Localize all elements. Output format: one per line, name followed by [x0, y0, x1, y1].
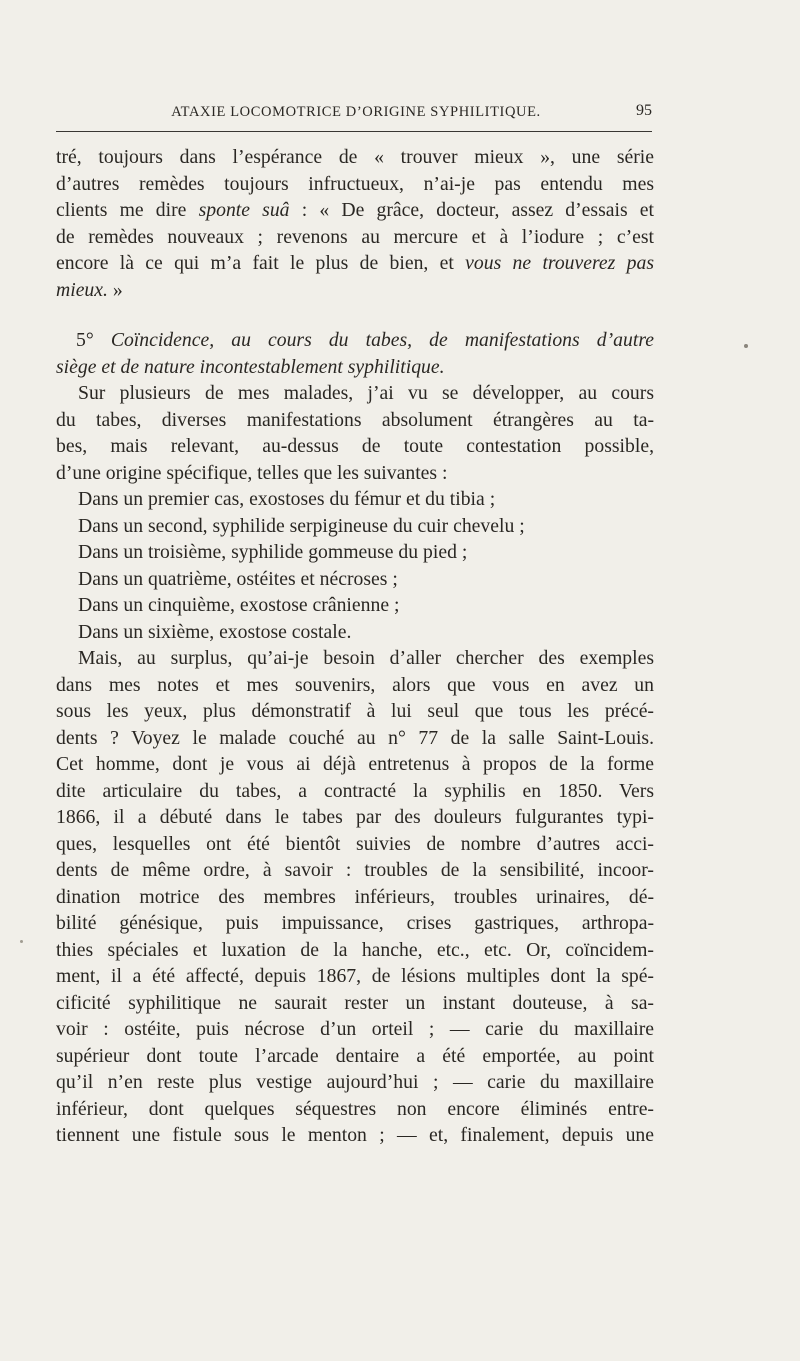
text-line: dents de même ordre, à savoir : troubles de la sensibilité, incoor- [56, 859, 654, 881]
italic-phrase: sponte suâ [198, 199, 290, 221]
text-line: thies spéciales et luxation de la hanche, etc., etc. Or, coïncidem- [56, 938, 654, 961]
case-list-item: Dans un sixième, exostose costale. [78, 620, 352, 643]
text-line: d’une origine spécifique, telles que les suivantes : [56, 461, 448, 484]
text-line: d’autres remèdes toujours infructueux, n’ai-je pas entendu mes [56, 172, 654, 195]
text-line: cificité syphilitique ne saurait rester un instant douteuse, à sa- [56, 991, 654, 1014]
paragraph-gap [56, 303, 654, 327]
text-run: » [107, 278, 123, 301]
italic-phrase: vous ne trouverez pas [465, 252, 654, 274]
section-title: Coïncidence, au cours du tabes, de manifestations d’autre [110, 329, 654, 351]
text-line: bilité génésique, puis impuissance, crises gastriques, arthropa- [56, 912, 654, 934]
case-list-item: Dans un troisième, syphilide gommeuse du pied ; [78, 541, 468, 563]
page-number: 95 [636, 102, 652, 119]
text-run: : « De grâce, docteur, assez d’essais et [289, 199, 654, 221]
margin-speck [744, 344, 748, 348]
section-number: 5° [76, 329, 94, 351]
italic-phrase: mieux. [56, 278, 108, 301]
body-text [56, 144, 654, 1149]
text-line: dination motrice des membres inférieurs, troubles urinaires, dé- [56, 885, 654, 908]
text-line: dite articulaire du tabes, a contracté la syphilis en 1850. Vers [56, 779, 654, 802]
case-list-item: Dans un second, syphilide serpigineuse du cuir chevelu ; [78, 514, 525, 537]
margin-speck [20, 940, 23, 943]
text-line: Sur plusieurs de mes malades, j’ai vu se développer, au cours [78, 382, 654, 404]
page-header [56, 98, 656, 124]
text-line: Mais, au surplus, qu’ai-je besoin d’aller chercher des exemples [78, 647, 654, 669]
text-line [56, 197, 654, 224]
text-run: encore là ce qui m’a fait le plus de bien, et [56, 252, 466, 274]
section-title-continued: siège et de nature incontestablement syphilitique. [56, 355, 445, 378]
text-line: tré, toujours dans l’espérance de « trouver mieux », une série [56, 146, 654, 168]
text-line [56, 277, 654, 304]
text-line: 1866, il a débuté dans le tabes par des douleurs fulgurantes typi- [56, 806, 654, 828]
text-line: qu’il n’en reste plus vestige aujourd’hui ; — carie du maxillaire [56, 1071, 654, 1093]
running-title: ATAXIE LOCOMOTRICE D’ORIGINE SYPHILITIQUE. [171, 104, 541, 120]
text-line: Cet homme, dont je vous ai déjà entretenus à propos de la forme [56, 753, 654, 775]
text-line: dans mes notes et mes souvenirs, alors que vous en avez un [56, 673, 654, 696]
case-list-item: Dans un premier cas, exostoses du fémur et du tibia ; [78, 488, 496, 510]
text-line: ques, lesquelles ont été bientôt suivies de nombre d’autres acci- [56, 832, 654, 855]
text-line [56, 250, 654, 277]
text-line: du tabes, diverses manifestations absolument étrangères au ta- [56, 408, 654, 431]
text-line: supérieur dont toute l’arcade dentaire a été emportée, au point [56, 1044, 654, 1067]
case-list-item: Dans un quatrième, ostéites et nécroses ; [78, 567, 398, 590]
text-run: clients me dire [56, 199, 199, 221]
section-heading [56, 327, 654, 354]
text-line: bes, mais relevant, au-dessus de toute contestation possible, [56, 435, 654, 457]
text-line: dents ? Voyez le malade couché au n° 77 de la salle Saint-Louis. [56, 726, 654, 749]
text-line: de remèdes nouveaux ; revenons au mercure et à l’iodure ; c’est [56, 225, 654, 248]
text-line: inférieur, dont quelques séquestres non encore éliminés entre- [56, 1097, 654, 1120]
text-line: sous les yeux, plus démonstratif à lui seul que tous les précé- [56, 700, 654, 722]
text-line: voir : ostéite, puis nécrose d’un orteil ; — carie du maxillaire [56, 1018, 654, 1040]
text-line: tiennent une fistule sous le menton ; — et, finalement, depuis une [56, 1124, 654, 1146]
text-line: ment, il a été affecté, depuis 1867, de lésions multiples dont la spé- [56, 965, 654, 987]
case-list-item: Dans un cinquième, exostose crânienne ; [78, 594, 400, 616]
header-rule [56, 131, 652, 132]
